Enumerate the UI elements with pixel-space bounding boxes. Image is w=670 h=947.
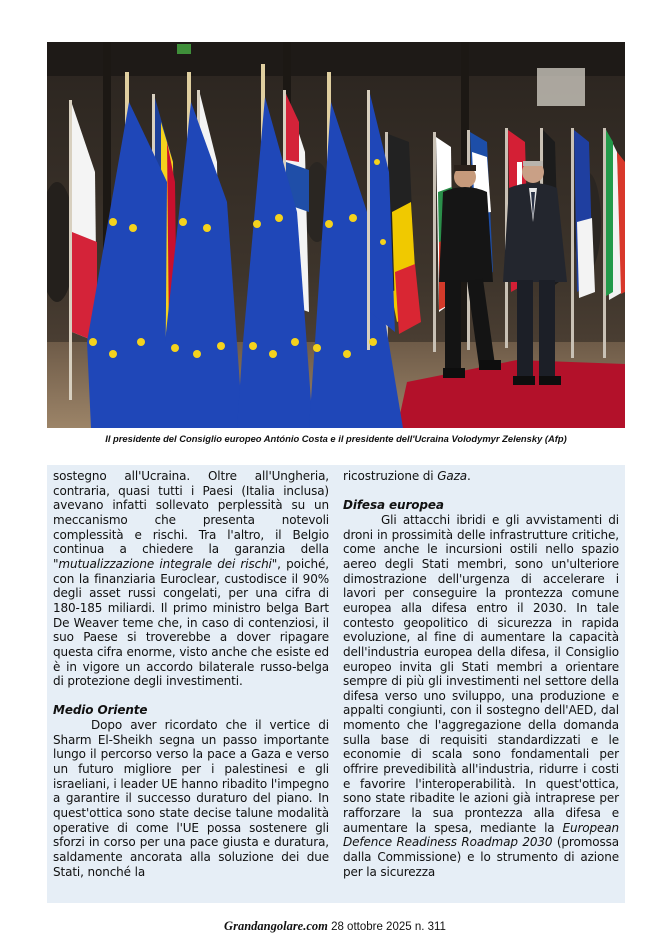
paragraph-euroclear: sostegno all'Ucraina. Oltre all'Ungheria, contraria, quasi tutti i Paesi (Italia inclusa) avevano infatti sollevato perplessità su un meccanismo che presenta notevoli complessità e rischi. Tra l'altro, il Belgio continua a chiedere la garanzia della "mutualizzazione integrale dei rischi", poiché, con la finanziaria Euroclear, custodisce il 90% degli asset russi congelati, per una cifra di 180-185 miliardi. Il primo ministro belga Bart De Weaver teme che, in caso di contenziosi, il suo Paese si troverebbe a dover ripagare questa cifra enorme, visto anche che esiste ed è in vigore un accordo bilaterale russo-belga di protezione degli investimenti. [53,469,329,689]
article-photo [47,42,625,428]
page-footer [0,919,670,934]
article-body [47,465,625,903]
article-column-right [343,469,619,879]
site-name: Grandangolare.com [224,919,328,933]
paragraph-difesa-europea: Gli attacchi ibridi e gli avvistamenti di droni in prossimità delle infrastrutture critiche, come anche le incursioni ostili nello spazio aereo degli Stati membri, sono un'ulteriore dimostrazione dell'urgenza di accelerare i lavori per conseguire la prontezza comune europea alla difesa entro il 2030. In tale contesto geopolitico di sicurezza in rapida evoluzione, al fine di aumentare la capacità dell'industria europea della difesa, il Consiglio europeo invita gli Stati membri a orientare sempre di più gli investimenti nel settore della difesa verso uno sviluppo, una produzione e appalti congiunti, con il sostegno dell'AED, dal momento che l'aggregazione della domanda sulla base di requisiti standardizzati e le economie di scala sono fondamentali per offrire prevedibilità all'industria, ridurre i costi e favorire l'interoperabilità. In quest'ottica, sono state ribadite le azioni già intraprese per rafforzare la sua prontezza alla difesa e aumentare la spesa, mediante la European Defence Readiness Roadmap 2030 (promossa dalla Commissione) e lo strumento di azione per la sicurezza [343,512,619,879]
photo-flags-leaders [47,42,625,428]
exit-sign [177,44,191,54]
paragraph-medio-oriente: Dopo aver ricordato che il vertice di Sharm El-Sheikh segna un passo importante lungo il percorso verso la pace a Gaza e verso un futuro migliore per i palestinesi e gli israeliani, i leader UE hanno ribadito l'impegno a garantire il successo duraturo del piano. In quest'ottica sono state decise talune modalità operative di come l'UE possa sostenere gli sforzi in corso per una pace giusta e duratura, saldamente ancorata alla soluzione dei due Stati, nonché la [53,718,329,879]
section-heading-difesa-europea: Difesa europea [343,498,444,513]
article-column-left [53,469,329,879]
photo-caption: Il presidente del Consiglio europeo António Costa e il presidente dell'Ucraina Volodymyr Zelensky (Afp) [105,433,567,444]
section-heading-medio-oriente: Medio Oriente [53,703,148,718]
paragraph-gaza: ricostruzione di Gaza. [343,469,471,483]
issue-date: 28 ottobre 2025 n. 311 [327,921,446,933]
